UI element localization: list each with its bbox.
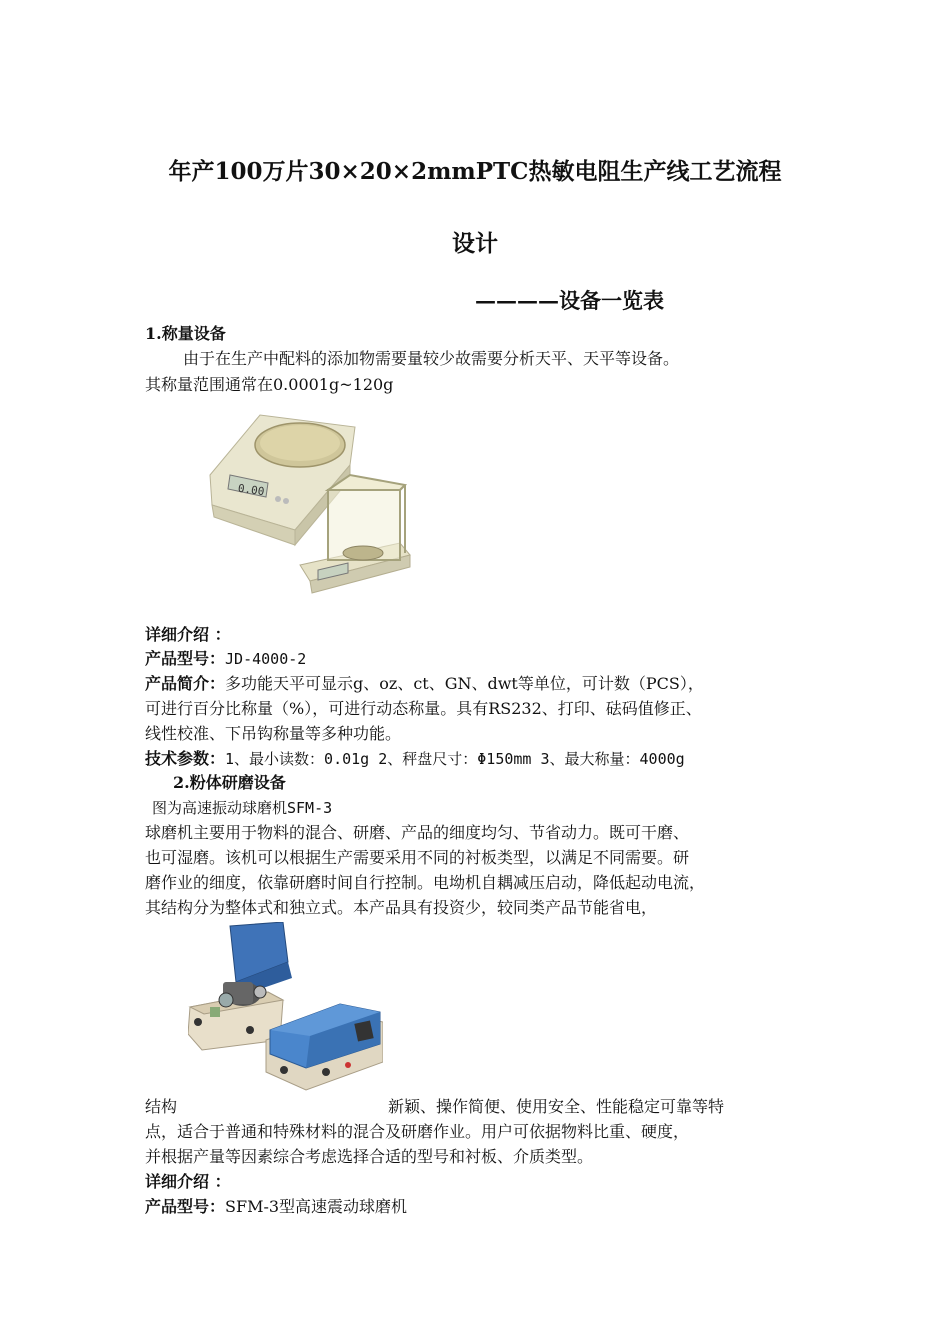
section1-tech-row: [145, 748, 685, 770]
balance-display-reading: 0.00: [237, 481, 266, 499]
section1-intro-line2: 其称量范围通常在0.0001g~120g: [145, 375, 394, 394]
section2-caption: 图为高速振动球磨机SFM-3: [152, 799, 333, 817]
section1-intro-line1: 由于在生产中配料的添加物需要量较少故需要分析天平、天平等设备。: [183, 349, 680, 368]
section2-model-label: 产品型号：: [145, 1197, 226, 1216]
section2-para-line7: 并根据产量等因素综合考虑选择合适的型号和衬板、介质类型。: [145, 1147, 594, 1166]
section2-model-value: SFM-3型高速震动球磨机: [225, 1197, 408, 1216]
section1-brief-row: [145, 673, 704, 695]
section1-tech-label: 技术参数：: [145, 749, 226, 768]
section1-brief-line3: 线性校准、下吊钩称量等多种功能。: [145, 724, 402, 743]
section1-heading: 1.称量设备: [145, 324, 226, 343]
section1-model-value: JD-4000-2: [225, 650, 307, 668]
document-title-line2: 设计: [452, 230, 498, 257]
section1-tech-value: 1、最小读数：0.01g 2、秤盘尺寸：Φ150mm 3、最大称量：4000g: [225, 750, 685, 768]
section1-brief-line2: 可进行百分比称量（%），可进行动态称量。具有RS232、打印、砝码值修正、: [145, 699, 702, 718]
section2-model-row: [145, 1196, 407, 1218]
section2-detail-label: 详细介绍 ：: [145, 1172, 231, 1191]
document-subtitle: ————设备一览表: [475, 288, 664, 313]
section1-brief-line1: 多功能天平可显示g、oz、ct、GN、dwt等单位，可计数（PCS），: [225, 674, 704, 693]
analytical-balance-image: [200, 405, 415, 595]
section1-model-row: [145, 648, 306, 670]
section2-para-line1: 球磨机主要用于物料的混合、研磨、产品的细度均匀、节省动力。既可干磨、: [145, 823, 690, 842]
section2-para-line5a: 结构: [145, 1097, 178, 1116]
ball-mill-image: [188, 922, 383, 1094]
section2-para-line4: 其结构分为整体式和独立式。本产品具有投资少，较同类产品节能省电，: [145, 898, 658, 917]
document-title-line1: 年产100万片30×20×2mmPTC热敏电阻生产线工艺流程: [168, 158, 782, 185]
section2-para-line6: 点，适合于普通和特殊材料的混合及研磨作业。用户可依据物料比重、硬度，: [145, 1122, 690, 1141]
section1-detail-label: 详细介绍 ：: [145, 625, 231, 644]
section1-brief-label: 产品简介：: [145, 674, 226, 693]
section2-para-line2: 也可湿磨。该机可以根据生产需要采用不同的衬板类型，以满足不同需要。研: [145, 848, 690, 867]
section2-para-line3: 磨作业的细度，依靠研磨时间自行控制。电坳机自耦减压启动，降低起动电流，: [145, 873, 706, 892]
section2-para-line5b: 新颖、操作简便、使用安全、性能稳定可靠等特: [388, 1097, 725, 1116]
section2-heading: 2.粉体研磨设备: [173, 773, 286, 792]
section1-model-label: 产品型号：: [145, 649, 226, 668]
